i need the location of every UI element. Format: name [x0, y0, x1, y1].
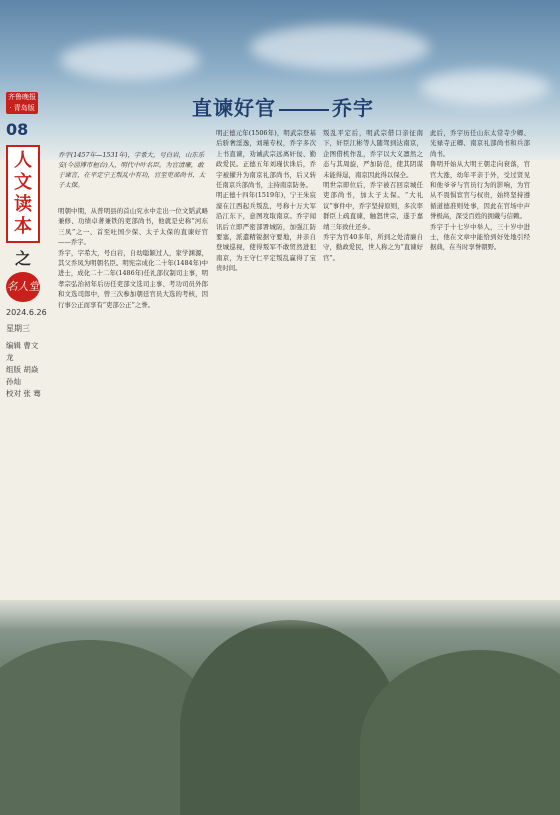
section-title [6, 145, 40, 243]
section-char: 文 [14, 172, 32, 193]
title-dash [279, 109, 329, 111]
section-char: 读 [14, 194, 32, 215]
column-name-badge: 名人堂 [6, 272, 40, 302]
masthead [6, 92, 47, 400]
cloud-shape [250, 25, 430, 70]
article-column: 此后，乔宇历任山东太常寺少卿、光禄寺正卿、南京礼部尚书和兵部尚书。 鲁明开始从大明王朝走向衰落，官官大涨，幼年平亲于外，受过贤见和他爷爷与官员行为的影响，为官从不畏惧宦官与权贵，始终坚持遵循道德准则处事，因此在官场中声誉极高，深受百姓的拥戴与信赖。 乔宇于十七岁中举人，三十岁中进士，他在文章中能恰到好处地引经据典，在当时享誉朝野。 [430, 129, 530, 252]
article-column: 叛乱平定后，明武宗借口亲征南下，奸臣江彬等人随驾到达南京，企图借机作乱，乔宇以大义凛然之态与其周旋，严加防范，使其阴谋未能得逞，南京因此得以保全。 明世宗即位后，乔宇被召回京城任吏部尚书，加太子太保。“大礼议”事件中，乔宇坚持原则，多次率群臣上疏直谏，触怒世宗，遂于嘉靖三年致仕还乡。 乔宇为官40多年，所到之处清廉自守，勤政爱民，世人称之为“直谏好官”。 [323, 129, 423, 262]
title-main: 直谏好官 [192, 96, 276, 120]
editor-line: 编辑 曹文龙 [6, 341, 39, 362]
title-name: 乔宇 [332, 96, 374, 120]
editor-line: 组版 胡焱 孙灿 [6, 365, 39, 386]
issue-date: 2024.6.26 [6, 308, 47, 317]
newspaper-logo: 齐鲁晚报 · 青岛版 [8, 93, 36, 112]
editor-credits [6, 340, 44, 400]
article-intro: 乔宇(1457年—1531年)，字希大，号白岩，山东乐安(今淄博市桓台)人，明代中叶名臣。为官清廉，敢于谏言，在平定宁王叛乱中有功，官至吏部尚书、太子太保。 [58, 151, 205, 189]
page-number: 08 [6, 120, 29, 139]
cloud-shape [420, 70, 550, 105]
article-title [192, 92, 374, 121]
section-char: 本 [14, 216, 32, 237]
article-column: 明正德元年(1506年)，明武宗登基后骄奢淫逸，刘瑾专权，乔宇多次上书直谏，劝诫武宗远离奸佞、勤政爱民。正德五年刘瑾伏诛后，乔宇被擢升为南京礼部尚书，后又转任南京兵部尚书，主持南京防务。 明正德十四年(1519年)，宁王朱宸濠在江西起兵叛乱，号称十万大军沿江东下，意图攻取南京。乔宇闻讯后立即严密部署城防，加强江防要塞，派遣精锐据守要地，并亲自登城巡视，使得叛军不敢贸然进犯南京，为王守仁平定叛乱赢得了宝贵时间。 [216, 129, 316, 273]
hill-shape [360, 650, 560, 815]
section-suffix: 之 [14, 249, 31, 268]
article-column: 明朝中期，从普明县的首山究水中走出一位文韬武略兼修、功绩卓著兼铁的吏部尚书，他就是史称“河东三凤”之一、首至吐国少保、太子太保的直谏好官——乔宇。 乔宇，字希大，号白岩，自幼聪颖过人，家学渊源，其父乔凤为明朝名臣。明宪宗成化二十年(1484年)中进士，成化二十二年(1486年)任礼部仪制司主事，明孝宗弘治初年后历任吏部文选司主事、考功司员外郎和文选司郎中，曾三次参加朝廷官员大选的考核，因行事公正而享有“吏部公正”之誉。 [58, 207, 208, 309]
section-char: 人 [14, 150, 32, 171]
landscape-illustration [0, 600, 560, 815]
cloud-shape [60, 40, 200, 80]
editor-line: 校对 张 骞 [6, 389, 41, 398]
issue-weekday: 星期三 [6, 324, 30, 333]
